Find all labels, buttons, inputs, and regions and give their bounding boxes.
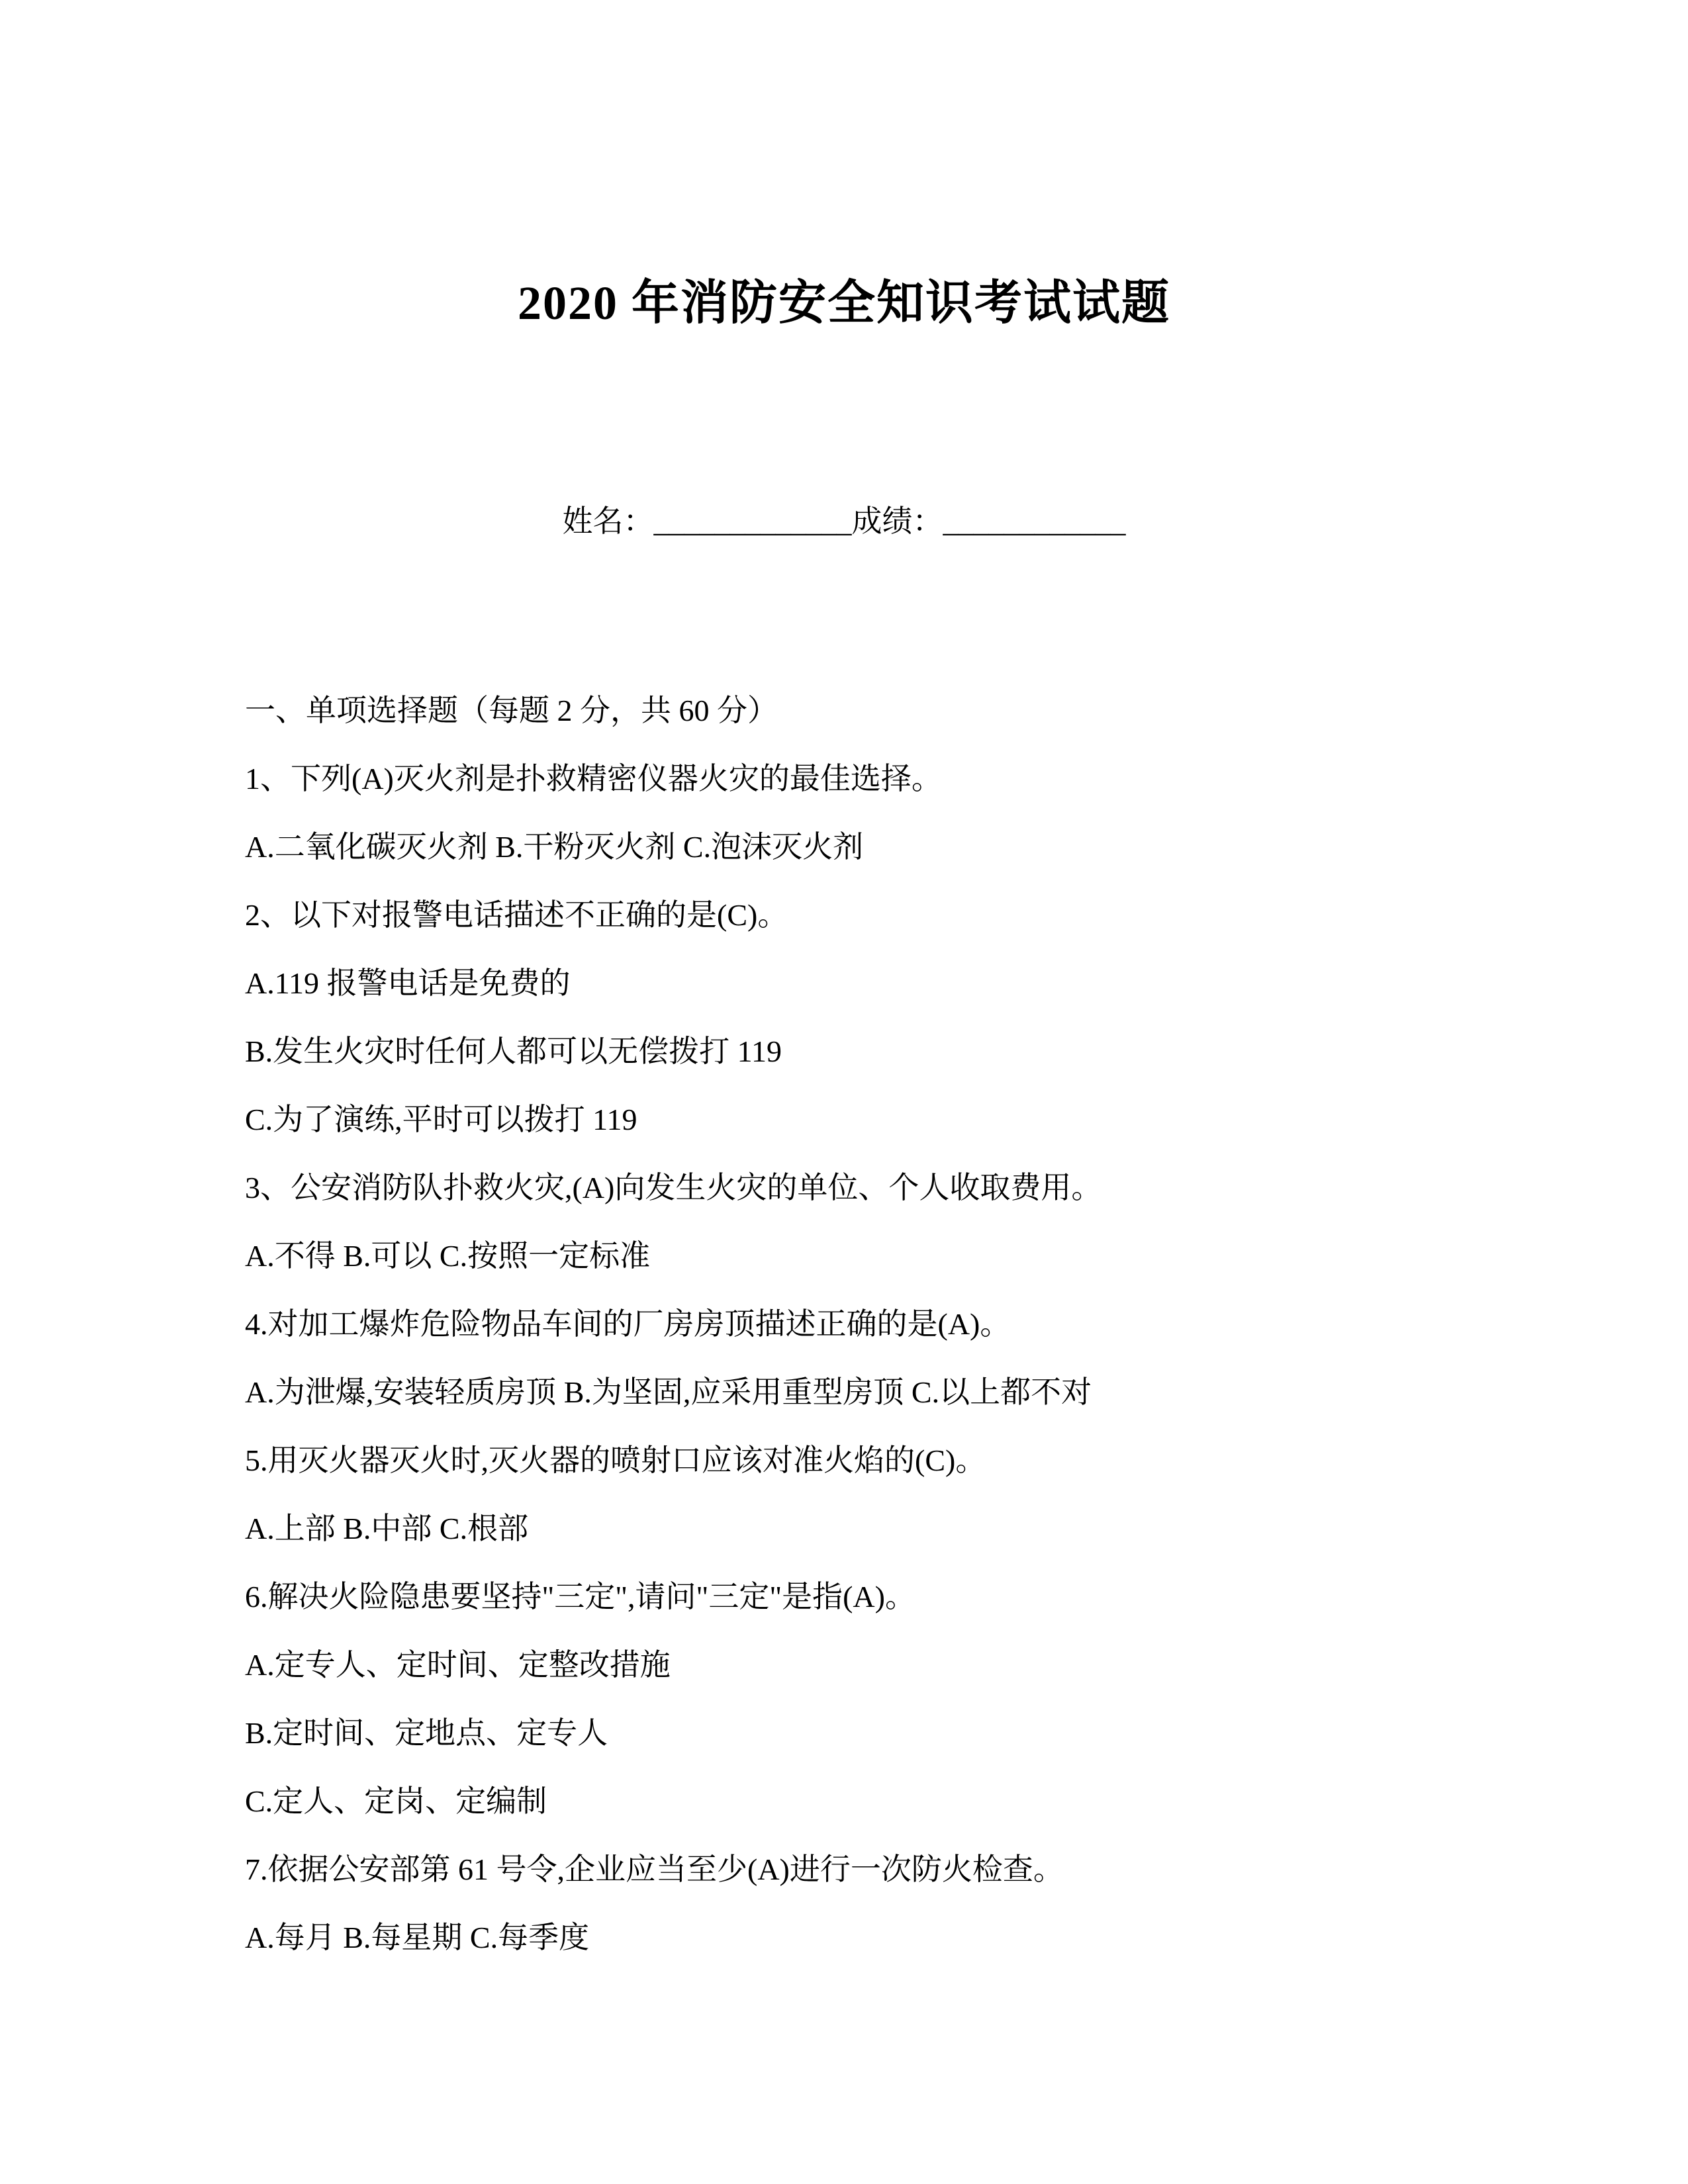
exam-line: A.119 报警电话是免费的 <box>245 966 571 1000</box>
exam-line: 4.对加工爆炸危险物品车间的厂房房顶描述正确的是(A)。 <box>245 1307 1011 1341</box>
exam-line: 7.依据公安部第 61 号令,企业应当至少(A)进行一次防火检查。 <box>245 1852 1064 1886</box>
exam-line: A.为泄爆,安装轻质房顶 B.为坚固,应采用重型房顶 C.以上都不对 <box>245 1375 1092 1409</box>
exam-line: A.定专人、定时间、定整改措施 <box>245 1648 671 1682</box>
exam-line: C.定人、定岗、定编制 <box>245 1784 547 1818</box>
exam-line: 5.用灭火器灭火时,灭火器的喷射口应该对准火焰的(C)。 <box>245 1443 986 1477</box>
exam-line: 6.解决火险隐患要坚持"三定",请问"三定"是指(A)。 <box>245 1580 915 1614</box>
name-score-line <box>0 491 1688 552</box>
exam-line: A.不得 B.可以 C.按照一定标准 <box>245 1239 651 1273</box>
exam-line: B.定时间、定地点、定专人 <box>245 1716 608 1750</box>
exam-line: 2、以下对报警电话描述不正确的是(C)。 <box>245 898 788 932</box>
exam-line: B.发生火灾时任何人都可以无偿拨打 119 <box>245 1034 782 1068</box>
name-blank-line: _____________ <box>653 504 852 538</box>
section-heading: 一、单项选择题（每题 2 分，共 60 分） <box>245 694 778 727</box>
exam-line: A.上部 B.中部 C.根部 <box>245 1512 529 1545</box>
exam-body <box>245 676 1503 1972</box>
exam-line: A.二氧化碳灭火剂 B.干粉灭火剂 C.泡沫灭火剂 <box>245 830 864 864</box>
question-list <box>245 745 1503 1972</box>
exam-line: 1、下列(A)灭火剂是扑救精密仪器火灾的最佳选择。 <box>245 762 942 796</box>
exam-line: C.为了演练,平时可以拨打 119 <box>245 1103 637 1136</box>
score-label: 成绩： <box>851 504 943 538</box>
score-blank-line: ____________ <box>943 504 1126 538</box>
exam-title: 2020 年消防安全知识考试试题 <box>517 277 1170 330</box>
name-label: 姓名： <box>562 504 654 538</box>
exam-line: 3、公安消防队扑救火灾,(A)向发生火灾的单位、个人收取费用。 <box>245 1171 1102 1205</box>
exam-line: A.每月 B.每星期 C.每季度 <box>245 1921 590 1954</box>
